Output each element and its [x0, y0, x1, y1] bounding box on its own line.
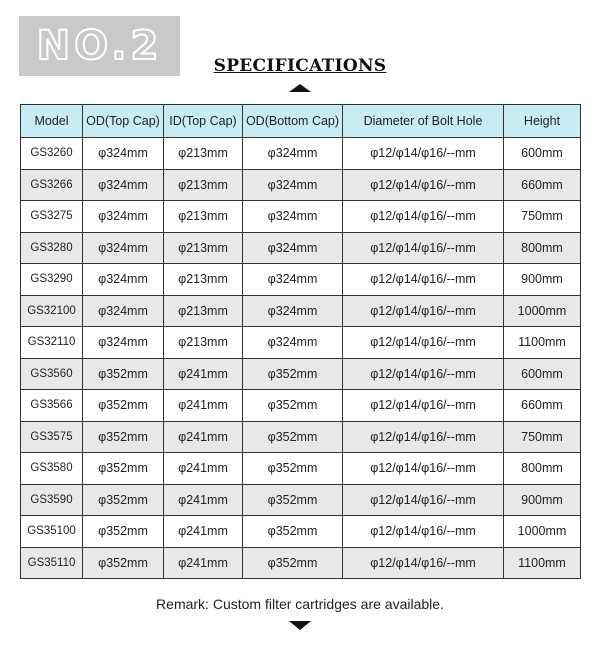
- cell-height: 800mm: [504, 232, 581, 264]
- header-od-bottom-cap: OD(Bottom Cap): [243, 105, 343, 138]
- cell-od-top-cap: φ352mm: [83, 358, 164, 390]
- cell-id-top-cap: φ213mm: [164, 327, 243, 359]
- cell-od-bottom-cap: φ324mm: [243, 201, 343, 233]
- cell-od-bottom-cap: φ324mm: [243, 169, 343, 201]
- remark-text: Remark: Custom filter cartridges are available.: [156, 596, 444, 612]
- cell-od-bottom-cap: φ352mm: [243, 358, 343, 390]
- cell-od-bottom-cap: φ352mm: [243, 421, 343, 453]
- cell-model: GS3566: [21, 390, 83, 422]
- specifications-table: [20, 104, 581, 579]
- header-model: Model: [21, 105, 83, 138]
- table-row: [21, 327, 581, 359]
- cell-od-bottom-cap: φ324mm: [243, 138, 343, 170]
- cell-height: 600mm: [504, 358, 581, 390]
- table-row: [21, 547, 581, 579]
- cell-model: GS32100: [21, 295, 83, 327]
- table-row: [21, 390, 581, 422]
- cell-model: GS35110: [21, 547, 83, 579]
- cell-od-bottom-cap: φ352mm: [243, 453, 343, 485]
- table-row: [21, 484, 581, 516]
- table-row: [21, 138, 581, 170]
- cell-height: 1100mm: [504, 547, 581, 579]
- table-row: [21, 264, 581, 296]
- cell-id-top-cap: φ213mm: [164, 138, 243, 170]
- cell-od-bottom-cap: φ352mm: [243, 484, 343, 516]
- cell-od-bottom-cap: φ324mm: [243, 327, 343, 359]
- triangle-down-icon: [289, 621, 311, 630]
- table-row: [21, 421, 581, 453]
- cell-id-top-cap: φ213mm: [164, 169, 243, 201]
- cell-bolt-hole-diameter: φ12/φ14/φ16/--mm: [343, 421, 504, 453]
- table-row: [21, 201, 581, 233]
- table-row: [21, 232, 581, 264]
- cell-od-bottom-cap: φ352mm: [243, 547, 343, 579]
- cell-height: 750mm: [504, 421, 581, 453]
- cell-od-top-cap: φ352mm: [83, 547, 164, 579]
- cell-bolt-hole-diameter: φ12/φ14/φ16/--mm: [343, 453, 504, 485]
- table-row: [21, 516, 581, 548]
- cell-od-bottom-cap: φ324mm: [243, 232, 343, 264]
- cell-model: GS3280: [21, 232, 83, 264]
- cell-bolt-hole-diameter: φ12/φ14/φ16/--mm: [343, 390, 504, 422]
- cell-bolt-hole-diameter: φ12/φ14/φ16/--mm: [343, 232, 504, 264]
- cell-id-top-cap: φ241mm: [164, 453, 243, 485]
- table-header-row: [21, 105, 581, 138]
- cell-model: GS3260: [21, 138, 83, 170]
- cell-bolt-hole-diameter: φ12/φ14/φ16/--mm: [343, 295, 504, 327]
- table-body: [21, 138, 581, 579]
- cell-id-top-cap: φ213mm: [164, 264, 243, 296]
- cell-height: 1000mm: [504, 295, 581, 327]
- cell-od-top-cap: φ352mm: [83, 516, 164, 548]
- cell-model: GS3575: [21, 421, 83, 453]
- cell-od-top-cap: φ324mm: [83, 169, 164, 201]
- cell-id-top-cap: φ241mm: [164, 516, 243, 548]
- cell-id-top-cap: φ241mm: [164, 358, 243, 390]
- cell-od-top-cap: φ324mm: [83, 327, 164, 359]
- cell-model: GS3580: [21, 453, 83, 485]
- cell-model: GS32110: [21, 327, 83, 359]
- header-height: Height: [504, 105, 581, 138]
- cell-od-top-cap: φ324mm: [83, 295, 164, 327]
- cell-height: 600mm: [504, 138, 581, 170]
- cell-od-top-cap: φ352mm: [83, 390, 164, 422]
- cell-height: 800mm: [504, 453, 581, 485]
- table-row: [21, 358, 581, 390]
- cell-height: 1100mm: [504, 327, 581, 359]
- cell-height: 660mm: [504, 169, 581, 201]
- cell-od-top-cap: φ324mm: [83, 138, 164, 170]
- cell-od-bottom-cap: φ352mm: [243, 516, 343, 548]
- cell-model: GS3590: [21, 484, 83, 516]
- cell-od-bottom-cap: φ352mm: [243, 390, 343, 422]
- cell-od-top-cap: φ352mm: [83, 484, 164, 516]
- cell-od-top-cap: φ352mm: [83, 453, 164, 485]
- cell-id-top-cap: φ213mm: [164, 201, 243, 233]
- header-bolt-hole-diameter: Diameter of Bolt Hole: [343, 105, 504, 138]
- page-title: SPECIFICATIONS: [213, 56, 387, 76]
- cell-height: 660mm: [504, 390, 581, 422]
- cell-bolt-hole-diameter: φ12/φ14/φ16/--mm: [343, 264, 504, 296]
- header-id-top-cap: ID(Top Cap): [164, 105, 243, 138]
- logo-text: NO.2: [36, 23, 163, 69]
- cell-od-top-cap: φ324mm: [83, 201, 164, 233]
- cell-height: 900mm: [504, 484, 581, 516]
- cell-od-bottom-cap: φ324mm: [243, 264, 343, 296]
- cell-bolt-hole-diameter: φ12/φ14/φ16/--mm: [343, 201, 504, 233]
- cell-bolt-hole-diameter: φ12/φ14/φ16/--mm: [343, 138, 504, 170]
- cell-id-top-cap: φ213mm: [164, 232, 243, 264]
- table-row: [21, 169, 581, 201]
- cell-od-top-cap: φ352mm: [83, 421, 164, 453]
- cell-od-top-cap: φ324mm: [83, 264, 164, 296]
- cell-bolt-hole-diameter: φ12/φ14/φ16/--mm: [343, 327, 504, 359]
- cell-model: GS35100: [21, 516, 83, 548]
- cell-id-top-cap: φ241mm: [164, 547, 243, 579]
- cell-id-top-cap: φ241mm: [164, 484, 243, 516]
- cell-model: GS3290: [21, 264, 83, 296]
- table-row: [21, 453, 581, 485]
- cell-height: 900mm: [504, 264, 581, 296]
- cell-model: GS3266: [21, 169, 83, 201]
- cell-model: GS3560: [21, 358, 83, 390]
- cell-bolt-hole-diameter: φ12/φ14/φ16/--mm: [343, 547, 504, 579]
- cell-height: 750mm: [504, 201, 581, 233]
- cell-height: 1000mm: [504, 516, 581, 548]
- cell-id-top-cap: φ241mm: [164, 421, 243, 453]
- cell-od-top-cap: φ324mm: [83, 232, 164, 264]
- cell-id-top-cap: φ213mm: [164, 295, 243, 327]
- cell-model: GS3275: [21, 201, 83, 233]
- cell-id-top-cap: φ241mm: [164, 390, 243, 422]
- triangle-up-icon: [289, 84, 311, 92]
- table-row: [21, 295, 581, 327]
- cell-bolt-hole-diameter: φ12/φ14/φ16/--mm: [343, 169, 504, 201]
- header-od-top-cap: OD(Top Cap): [83, 105, 164, 138]
- cell-bolt-hole-diameter: φ12/φ14/φ16/--mm: [343, 484, 504, 516]
- cell-bolt-hole-diameter: φ12/φ14/φ16/--mm: [343, 358, 504, 390]
- cell-od-bottom-cap: φ324mm: [243, 295, 343, 327]
- cell-bolt-hole-diameter: φ12/φ14/φ16/--mm: [343, 516, 504, 548]
